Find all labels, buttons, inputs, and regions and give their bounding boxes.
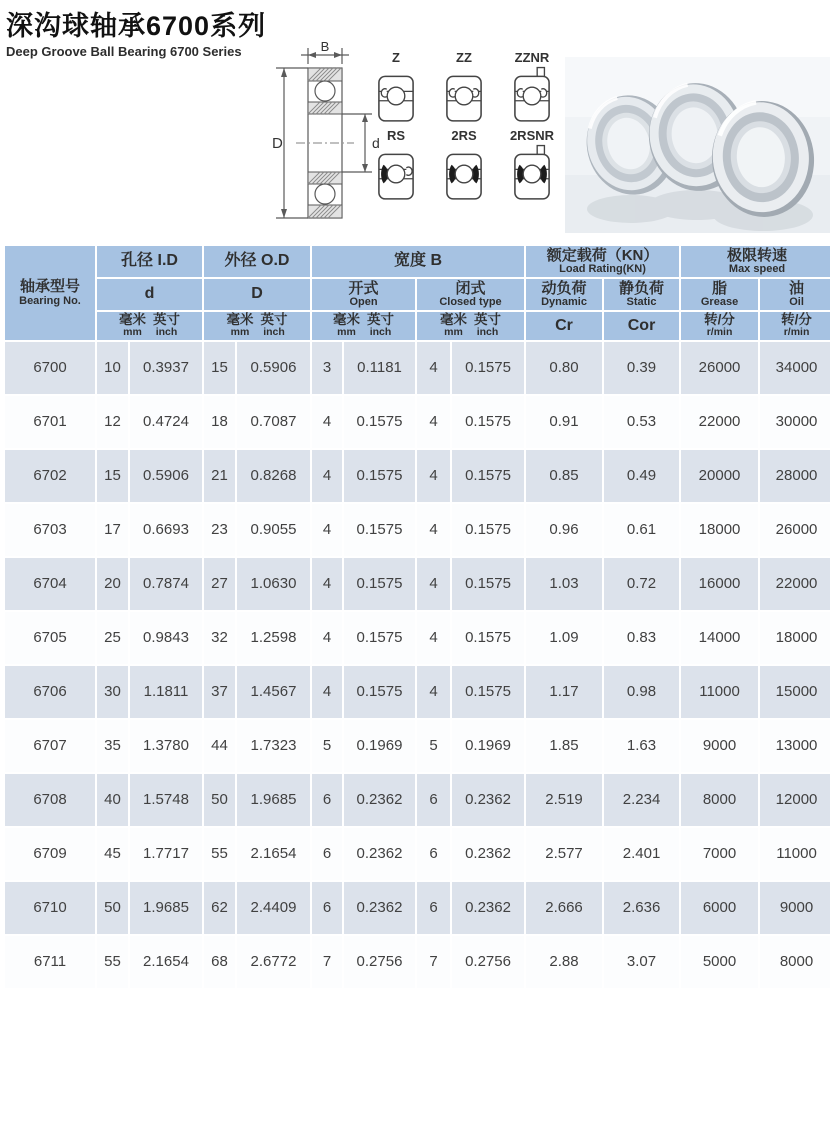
- table-cell: 1.1811: [129, 665, 203, 719]
- table-body: [4, 341, 830, 989]
- table-row: [4, 503, 830, 557]
- table-cell: 0.9055: [236, 503, 311, 557]
- table-cell: 0.49: [603, 449, 680, 503]
- seal-type-rs: [366, 128, 426, 202]
- table-cell: 0.4724: [129, 395, 203, 449]
- table-row: [4, 557, 830, 611]
- table-cell: 1.3780: [129, 719, 203, 773]
- table-cell: 28000: [759, 449, 830, 503]
- dim-label-D: D: [272, 135, 283, 152]
- col-group-max-speed: 极限转速 Max speed: [680, 245, 830, 278]
- table-cell: 2.1654: [129, 935, 203, 989]
- col-D: D: [203, 278, 311, 311]
- table-cell: 16000: [680, 557, 759, 611]
- table-cell: 0.53: [603, 395, 680, 449]
- table-cell: 55: [203, 827, 236, 881]
- table-cell: 0.39: [603, 341, 680, 395]
- table-cell: 0.5906: [236, 341, 311, 395]
- seal-type-zz: [434, 50, 494, 124]
- table-cell: 18000: [680, 503, 759, 557]
- col-group-od: 外径 O.D: [203, 245, 311, 278]
- table-cell: 1.9685: [236, 773, 311, 827]
- seal-type-label: 2RS: [451, 128, 477, 143]
- table-cell: 6: [416, 827, 451, 881]
- table-cell: 0.5906: [129, 449, 203, 503]
- col-open-units: 毫米 mm 英寸 inch: [311, 311, 416, 341]
- seal-type-z-icon: [376, 66, 416, 124]
- col-oil-units: 转/分 r/min: [759, 311, 830, 341]
- table-row: [4, 611, 830, 665]
- table-cell: 0.2756: [451, 935, 525, 989]
- table-cell: 2.401: [603, 827, 680, 881]
- table-cell: 5000: [680, 935, 759, 989]
- table-cell: 0.1575: [343, 449, 416, 503]
- table-cell: 0.1575: [343, 611, 416, 665]
- seal-type-2rs: [434, 128, 494, 202]
- table-cell: 0.91: [525, 395, 603, 449]
- seal-type-label: Z: [392, 50, 400, 65]
- table-cell: 0.2362: [343, 881, 416, 935]
- table-cell: 5: [311, 719, 343, 773]
- table-cell: 0.1575: [451, 665, 525, 719]
- table-cell: 6: [416, 881, 451, 935]
- dim-label-d: d: [372, 135, 380, 151]
- table-cell: 6705: [4, 611, 96, 665]
- table-cell: 23: [203, 503, 236, 557]
- table-cell: 55: [96, 935, 129, 989]
- table-cell: 1.5748: [129, 773, 203, 827]
- table-cell: 22000: [759, 557, 830, 611]
- table-cell: 11000: [759, 827, 830, 881]
- table-cell: 0.61: [603, 503, 680, 557]
- seal-type-2rs-icon: [444, 144, 484, 202]
- seal-type-label: ZZ: [456, 50, 472, 65]
- table-cell: 4: [311, 557, 343, 611]
- table-cell: 1.9685: [129, 881, 203, 935]
- table-cell: 12: [96, 395, 129, 449]
- table-cell: 9000: [759, 881, 830, 935]
- table-cell: 6000: [680, 881, 759, 935]
- table-cell: 40: [96, 773, 129, 827]
- col-grease: 脂 Grease: [680, 278, 759, 311]
- table-cell: 0.1181: [343, 341, 416, 395]
- table-cell: 62: [203, 881, 236, 935]
- table-cell: 35: [96, 719, 129, 773]
- table-cell: 68: [203, 935, 236, 989]
- table-cell: 0.96: [525, 503, 603, 557]
- table-cell: 0.6693: [129, 503, 203, 557]
- table-cell: 1.63: [603, 719, 680, 773]
- table-cell: 1.7717: [129, 827, 203, 881]
- table-cell: 4: [416, 611, 451, 665]
- table-cell: 0.98: [603, 665, 680, 719]
- table-cell: 1.0630: [236, 557, 311, 611]
- table-cell: 7: [311, 935, 343, 989]
- table-cell: 8000: [759, 935, 830, 989]
- table-cell: 44: [203, 719, 236, 773]
- seal-type-label: ZZNR: [514, 50, 550, 65]
- seal-type-zz-icon: [444, 66, 484, 124]
- table-row: [4, 341, 830, 395]
- table-cell: 1.09: [525, 611, 603, 665]
- seal-type-z: [366, 50, 426, 124]
- table-cell: 3: [311, 341, 343, 395]
- col-closed-units: 毫米 mm 英寸 inch: [416, 311, 525, 341]
- table-cell: 1.85: [525, 719, 603, 773]
- table-cell: 4: [416, 341, 451, 395]
- bearing-product-photo: [565, 57, 830, 233]
- col-static: 静负荷 Static: [603, 278, 680, 311]
- page-title-block: [6, 12, 266, 59]
- table-cell: 0.1575: [451, 449, 525, 503]
- table-cell: 4: [311, 503, 343, 557]
- table-cell: 4: [416, 557, 451, 611]
- table-cell: 7: [416, 935, 451, 989]
- table-cell: 2.6772: [236, 935, 311, 989]
- table-cell: 0.1969: [451, 719, 525, 773]
- table-cell: 20000: [680, 449, 759, 503]
- table-cell: 2.577: [525, 827, 603, 881]
- table-cell: 6707: [4, 719, 96, 773]
- table-cell: 18000: [759, 611, 830, 665]
- table-row: [4, 935, 830, 989]
- table-cell: 30000: [759, 395, 830, 449]
- table-row: [4, 827, 830, 881]
- table-cell: 0.2362: [451, 827, 525, 881]
- table-cell: 6: [416, 773, 451, 827]
- table-cell: 6: [311, 827, 343, 881]
- table-cell: 6709: [4, 827, 96, 881]
- page-subtitle: Deep Groove Ball Bearing 6700 Series: [6, 43, 242, 59]
- seal-type-label: RS: [386, 128, 406, 143]
- table-cell: 15: [203, 341, 236, 395]
- table-cell: 5: [416, 719, 451, 773]
- seal-type-2rsnr: [502, 128, 562, 202]
- table-cell: 0.1969: [343, 719, 416, 773]
- table-cell: 12000: [759, 773, 830, 827]
- table-cell: 1.4567: [236, 665, 311, 719]
- table-cell: 1.17: [525, 665, 603, 719]
- table-cell: 4: [416, 395, 451, 449]
- table-cell: 50: [96, 881, 129, 935]
- seal-type-rs-icon: [376, 144, 416, 202]
- seal-type-2rsnr-icon: [512, 144, 552, 202]
- table-cell: 4: [311, 395, 343, 449]
- col-grease-units: 转/分 r/min: [680, 311, 759, 341]
- col-open: 开式 Open: [311, 278, 416, 311]
- table-cell: 13000: [759, 719, 830, 773]
- table-cell: 3.07: [603, 935, 680, 989]
- table-cell: 0.1575: [343, 503, 416, 557]
- table-cell: 6: [311, 881, 343, 935]
- table-cell: 2.1654: [236, 827, 311, 881]
- table-cell: 2.666: [525, 881, 603, 935]
- table-cell: 0.2362: [343, 827, 416, 881]
- table-cell: 21: [203, 449, 236, 503]
- table-cell: 2.88: [525, 935, 603, 989]
- bearing-spec-table: [3, 244, 830, 990]
- table-cell: 0.2362: [451, 773, 525, 827]
- table-cell: 4: [311, 611, 343, 665]
- dim-label-b: B: [320, 40, 330, 54]
- table-cell: 25: [96, 611, 129, 665]
- table-cell: 22000: [680, 395, 759, 449]
- table-cell: 1.2598: [236, 611, 311, 665]
- col-group-load-rating: 额定载荷（KN） Load Rating(KN): [525, 245, 680, 278]
- table-row: [4, 719, 830, 773]
- table-cell: 0.80: [525, 341, 603, 395]
- table-cell: 6702: [4, 449, 96, 503]
- table-cell: 2.234: [603, 773, 680, 827]
- col-closed: 闭式 Closed type: [416, 278, 525, 311]
- col-id-units: 毫米 mm 英寸 inch: [96, 311, 203, 341]
- table-cell: 0.3937: [129, 341, 203, 395]
- table-cell: 4: [416, 503, 451, 557]
- table-cell: 6710: [4, 881, 96, 935]
- table-cell: 0.9843: [129, 611, 203, 665]
- table-cell: 4: [311, 665, 343, 719]
- seal-type-grid: [366, 50, 562, 202]
- table-cell: 27: [203, 557, 236, 611]
- table-cell: 26000: [759, 503, 830, 557]
- table-cell: 1.03: [525, 557, 603, 611]
- table-cell: 0.1575: [343, 665, 416, 719]
- table-cell: 0.2362: [343, 773, 416, 827]
- table-row: [4, 395, 830, 449]
- table-cell: 30: [96, 665, 129, 719]
- table-cell: 32: [203, 611, 236, 665]
- col-dynamic: 动负荷 Dynamic: [525, 278, 603, 311]
- table-cell: 26000: [680, 341, 759, 395]
- table-cell: 4: [416, 449, 451, 503]
- table-cell: 4: [416, 665, 451, 719]
- table-cell: 0.1575: [451, 395, 525, 449]
- table-cell: 2.4409: [236, 881, 311, 935]
- table-cell: 6708: [4, 773, 96, 827]
- col-bearing-no: 轴承型号 Bearing No.: [4, 245, 96, 341]
- table-cell: 0.8268: [236, 449, 311, 503]
- table-cell: 0.1575: [451, 341, 525, 395]
- table-cell: 7000: [680, 827, 759, 881]
- table-header: [4, 245, 830, 341]
- table-cell: 6: [311, 773, 343, 827]
- table-cell: 0.1575: [451, 611, 525, 665]
- col-cor: Cor: [603, 311, 680, 341]
- col-d: d: [96, 278, 203, 311]
- table-cell: 0.72: [603, 557, 680, 611]
- col-group-id: 孔径 I.D: [96, 245, 203, 278]
- col-group-width: 宽度 B: [311, 245, 525, 278]
- table-cell: 15000: [759, 665, 830, 719]
- table-cell: 6711: [4, 935, 96, 989]
- seal-type-label: 2RSNR: [509, 128, 555, 143]
- table-cell: 15: [96, 449, 129, 503]
- table-cell: 6706: [4, 665, 96, 719]
- table-cell: 45: [96, 827, 129, 881]
- table-cell: 20: [96, 557, 129, 611]
- table-cell: 0.7874: [129, 557, 203, 611]
- table-row: [4, 881, 830, 935]
- table-cell: 0.1575: [343, 395, 416, 449]
- table-cell: 0.2362: [451, 881, 525, 935]
- table-cell: 34000: [759, 341, 830, 395]
- table-cell: 2.519: [525, 773, 603, 827]
- page-title: 深沟球轴承6700系列: [6, 11, 267, 41]
- table-cell: 0.2756: [343, 935, 416, 989]
- table-cell: 17: [96, 503, 129, 557]
- table-cell: 9000: [680, 719, 759, 773]
- col-cr: Cr: [525, 311, 603, 341]
- table-cell: 4: [311, 449, 343, 503]
- table-cell: 14000: [680, 611, 759, 665]
- table-cell: 6703: [4, 503, 96, 557]
- table-cell: 11000: [680, 665, 759, 719]
- table-cell: 0.83: [603, 611, 680, 665]
- col-od-units: 毫米 mm 英寸 inch: [203, 311, 311, 341]
- table-cell: 6700: [4, 341, 96, 395]
- table-row: [4, 773, 830, 827]
- table-cell: 0.85: [525, 449, 603, 503]
- table-row: [4, 665, 830, 719]
- table-cell: 8000: [680, 773, 759, 827]
- table-cell: 6704: [4, 557, 96, 611]
- table-cell: 1.7323: [236, 719, 311, 773]
- table-cell: 2.636: [603, 881, 680, 935]
- table-cell: 0.1575: [451, 503, 525, 557]
- table-cell: 50: [203, 773, 236, 827]
- table-cell: 10: [96, 341, 129, 395]
- table-cell: 6701: [4, 395, 96, 449]
- table-cell: 0.7087: [236, 395, 311, 449]
- col-oil: 油 Oil: [759, 278, 830, 311]
- seal-type-zznr: [502, 50, 562, 124]
- top-section: [0, 0, 830, 244]
- table-cell: 18: [203, 395, 236, 449]
- table-row: [4, 449, 830, 503]
- table-cell: 0.1575: [343, 557, 416, 611]
- seal-type-zznr-icon: [512, 66, 552, 124]
- table-cell: 37: [203, 665, 236, 719]
- table-cell: 0.1575: [451, 557, 525, 611]
